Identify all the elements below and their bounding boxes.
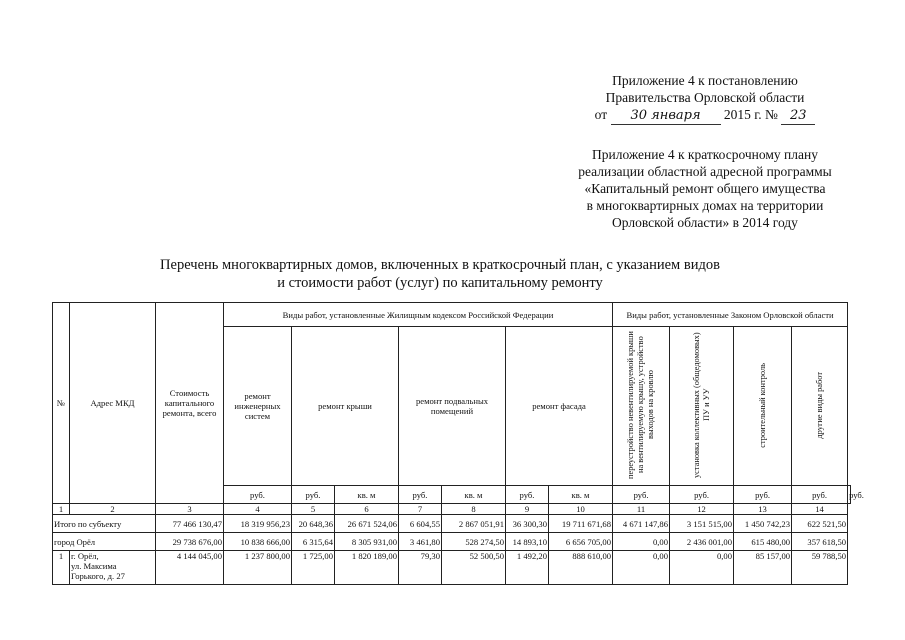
col-number: 9 [506, 504, 549, 515]
value-cell: 1 820 189,00 [335, 551, 399, 585]
unit-cell: кв. м [549, 486, 613, 504]
heading-line1: Перечень многоквартирных домов, включенных в краткосрочный план, с указанием видов [160, 257, 720, 273]
value-cell: 888 610,00 [549, 551, 613, 585]
value-cell: 4 144 045,00 [156, 551, 224, 585]
unit-cell: руб. [670, 486, 734, 504]
handwritten-date: 30 января [611, 107, 721, 125]
table-row-city [53, 533, 851, 551]
header-control: строительный контроль [734, 327, 792, 486]
value-cell: 3 151 515,00 [670, 515, 734, 533]
appendix-plan-line2: реализации областной адресной программы [578, 164, 832, 179]
header-row-groups [53, 303, 851, 327]
appendix-resolution-line1: Приложение 4 к постановлению [612, 73, 798, 88]
value-cell: 0,00 [613, 533, 670, 551]
value-cell: 77 466 130,47 [156, 515, 224, 533]
value-cell: 36 300,30 [506, 515, 549, 533]
value-cell: 6 604,55 [399, 515, 442, 533]
unit-cell: кв. м [442, 486, 506, 504]
repair-works-table [52, 302, 864, 585]
value-cell: 29 738 676,00 [156, 533, 224, 551]
heading-line2: и стоимости работ (услуг) по капитальному ремонту [277, 275, 603, 291]
unit-cell: руб. [506, 486, 549, 504]
col-number: 8 [442, 504, 506, 515]
header-meters: установка коллективных (общедомовых) ПУ и УУ [670, 327, 734, 486]
value-cell: 622 521,50 [792, 515, 848, 533]
value-cell: 1 725,00 [292, 551, 335, 585]
value-cell: 26 671 524,06 [335, 515, 399, 533]
value-cell: 357 618,50 [792, 533, 848, 551]
header-roof: ремонт крыши [292, 327, 399, 486]
unit-cell: руб. [848, 486, 851, 504]
header-address: Адрес МКД [70, 303, 156, 504]
table-row-house [53, 551, 851, 585]
value-cell: 85 157,00 [734, 551, 792, 585]
col-number: 5 [292, 504, 335, 515]
row-label-city: город Орёл [53, 533, 156, 551]
col-number: 13 [734, 504, 792, 515]
col-number: 10 [549, 504, 613, 515]
header-num: № [53, 303, 70, 504]
unit-cell: руб. [792, 486, 848, 504]
row-address: г. Орёл, ул. Максима Горького, д. 27 [70, 551, 156, 585]
value-cell: 20 648,36 [292, 515, 335, 533]
value-cell: 79,30 [399, 551, 442, 585]
value-cell: 1 450 742,23 [734, 515, 792, 533]
appendix-resolution-date: от 30 января 2015 г. № 23 [560, 106, 850, 125]
value-cell: 59 788,50 [792, 551, 848, 585]
header-facade: ремонт фасада [506, 327, 613, 486]
value-cell: 6 656 705,00 [549, 533, 613, 551]
value-cell: 4 671 147,86 [613, 515, 670, 533]
table-row-total-subject [53, 515, 851, 533]
document-heading [90, 256, 790, 292]
header-roof-rebuild: переустройство невентилируемой крыши на вентилируемую крышу, устройство выходов на кровлю [613, 327, 670, 486]
header-group-housing-code: Виды работ, установленные Жилищным кодексом Российской Федерации [224, 303, 613, 327]
appendix-plan-line3: «Капитальный ремонт общего имущества [584, 181, 826, 196]
col-number: 12 [670, 504, 734, 515]
header-other: другие виды работ [792, 327, 848, 486]
col-number: 14 [792, 504, 848, 515]
header-cost: Стоимость капитального ремонта, всего [156, 303, 224, 504]
value-cell: 0,00 [613, 551, 670, 585]
value-cell: 8 305 931,00 [335, 533, 399, 551]
value-cell: 1 237 800,00 [224, 551, 292, 585]
col-number: 4 [224, 504, 292, 515]
value-cell: 615 480,00 [734, 533, 792, 551]
unit-cell: руб. [224, 486, 292, 504]
column-number-row [53, 504, 851, 515]
appendix-plan-line1: Приложение 4 к краткосрочному плану [592, 147, 818, 162]
row-number: 1 [53, 551, 70, 585]
value-cell: 19 711 671,68 [549, 515, 613, 533]
col-number: 2 [70, 504, 156, 515]
header-basement: ремонт подвальных помещений [399, 327, 506, 486]
appendix-plan-block [555, 146, 855, 231]
value-cell: 52 500,50 [442, 551, 506, 585]
col-number: 3 [156, 504, 224, 515]
value-cell: 18 319 956,23 [224, 515, 292, 533]
header-engineering: ремонт инженерных систем [224, 327, 292, 486]
row-label-total: Итого по субъекту [53, 515, 156, 533]
appendix-plan-line4: в многоквартирных домах на территории [586, 198, 824, 213]
value-cell: 3 461,80 [399, 533, 442, 551]
appendix-resolution-block [560, 72, 850, 125]
handwritten-number: 23 [781, 107, 815, 125]
value-cell: 2 867 051,91 [442, 515, 506, 533]
col-number: 6 [335, 504, 399, 515]
value-cell: 10 838 666,00 [224, 533, 292, 551]
header-group-oblast-law: Виды работ, установленные Законом Орловской области [613, 303, 848, 327]
col-number: 11 [613, 504, 670, 515]
col-number: 7 [399, 504, 442, 515]
value-cell: 528 274,50 [442, 533, 506, 551]
value-cell: 1 492,20 [506, 551, 549, 585]
unit-cell: руб. [613, 486, 670, 504]
value-cell: 6 315,64 [292, 533, 335, 551]
unit-cell: руб. [734, 486, 792, 504]
unit-cell: руб. [292, 486, 335, 504]
value-cell: 2 436 001,00 [670, 533, 734, 551]
value-cell: 0,00 [670, 551, 734, 585]
appendix-resolution-line2: Правительства Орловской области [605, 90, 805, 105]
col-number: 1 [53, 504, 70, 515]
value-cell: 14 893,10 [506, 533, 549, 551]
appendix-plan-line5: Орловской области» в 2014 году [612, 215, 798, 230]
unit-cell: кв. м [335, 486, 399, 504]
unit-cell: руб. [399, 486, 442, 504]
